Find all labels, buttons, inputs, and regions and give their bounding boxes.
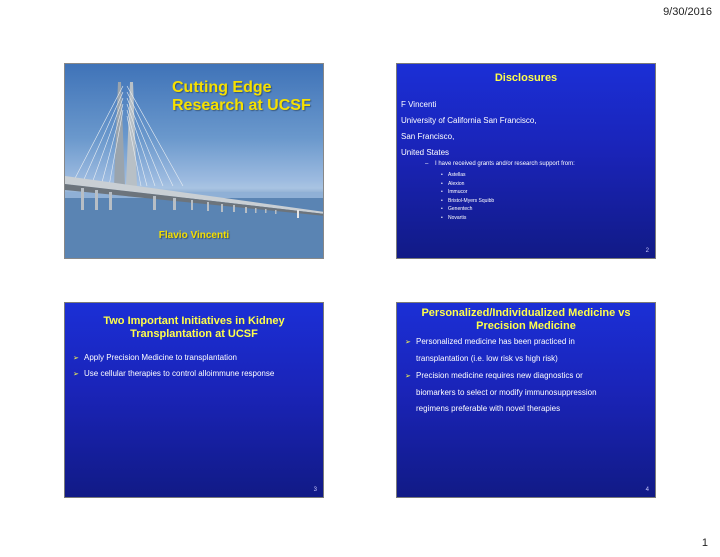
list-item [441, 214, 494, 223]
bullet-item [73, 350, 237, 367]
list-item [441, 171, 494, 180]
slide-3-title-line-2: Transplantation at UCSF [130, 328, 258, 340]
bullet-item [405, 368, 643, 417]
list-item [441, 188, 494, 197]
arrow-bullet-icon: ➢ [405, 339, 411, 346]
bullet-text: Personalized medicine has been practiced in [416, 337, 575, 346]
disclosure-line: F Vincenti [401, 100, 437, 109]
company-name: Immucor [448, 189, 468, 196]
company-name: Bristol-Myers Squibb [448, 197, 495, 204]
bullet-icon: • [441, 206, 443, 213]
arrow-bullet-icon: ➢ [405, 373, 411, 380]
bullet-text: Use cellular therapies to control alloimmune response [84, 369, 275, 378]
slide-1-title-line-2: Research at UCSF [172, 97, 311, 114]
bullet-item [73, 366, 274, 383]
bullet-icon: • [441, 172, 443, 178]
bullet-text: Apply Precision Medicine to transplantation [84, 353, 237, 362]
company-name: Alexion [448, 180, 465, 187]
bullet-icon: • [441, 197, 443, 204]
bullet-text-continued: regimens preferable with novel therapies [416, 404, 561, 413]
page-number: 1 [701, 537, 708, 549]
list-item [441, 205, 494, 214]
slide-1-author: Flavio Vincenti [158, 230, 230, 241]
slide-2[interactable] [396, 63, 656, 259]
company-list [441, 171, 494, 223]
slide-3[interactable] [64, 302, 324, 498]
company-name: Genentech [448, 206, 473, 213]
bullet-item [405, 334, 643, 367]
slide-number: 2 [645, 248, 649, 254]
slide-1-title-line-1: Cutting Edge [172, 79, 272, 96]
dash-glyph: – [425, 161, 429, 167]
arrow-bullet-icon: ➢ [73, 371, 79, 378]
disclosure-lines [401, 97, 537, 161]
slide-4-title-line-1: Personalized/Individualized Medicine vs [421, 307, 631, 319]
slide-4-title [397, 307, 655, 333]
slide-4-title-line-2: Precision Medicine [476, 320, 576, 332]
slide-4[interactable] [396, 302, 656, 498]
bullet-text: Precision medicine requires new diagnostics or [416, 371, 583, 380]
list-item [441, 197, 494, 206]
bullet-text-continued: transplantation (i.e. low risk vs high risk) [416, 354, 558, 363]
slide-number: 4 [645, 487, 649, 493]
bullet-icon: • [441, 189, 443, 196]
slide-1-title [172, 79, 322, 115]
arrow-bullet-icon: ➢ [73, 355, 79, 362]
disclosure-subheading [425, 161, 575, 167]
company-name: Astellas [448, 172, 466, 178]
bullet-icon: • [441, 180, 443, 187]
slide-number: 3 [313, 487, 317, 493]
disclosure-subheading-text: I have received grants and/or research support from: [435, 161, 575, 167]
slide-3-title [65, 315, 323, 341]
bullet-icon: • [441, 214, 443, 221]
slide-3-title-line-1: Two Important Initiatives in Kidney [103, 315, 285, 327]
slide-1[interactable] [64, 63, 324, 259]
page-date: 9/30/2016 [663, 6, 712, 18]
disclosure-line: United States [401, 148, 450, 157]
disclosure-line: San Francisco, [401, 132, 455, 141]
list-item [441, 180, 494, 189]
disclosure-line: University of California San Francisco, [401, 116, 537, 125]
company-name: Novartis [448, 214, 467, 221]
slide-2-title: Disclosures [494, 72, 558, 84]
bullet-text-continued: biomarkers to select or modify immunosuppression [416, 388, 597, 397]
